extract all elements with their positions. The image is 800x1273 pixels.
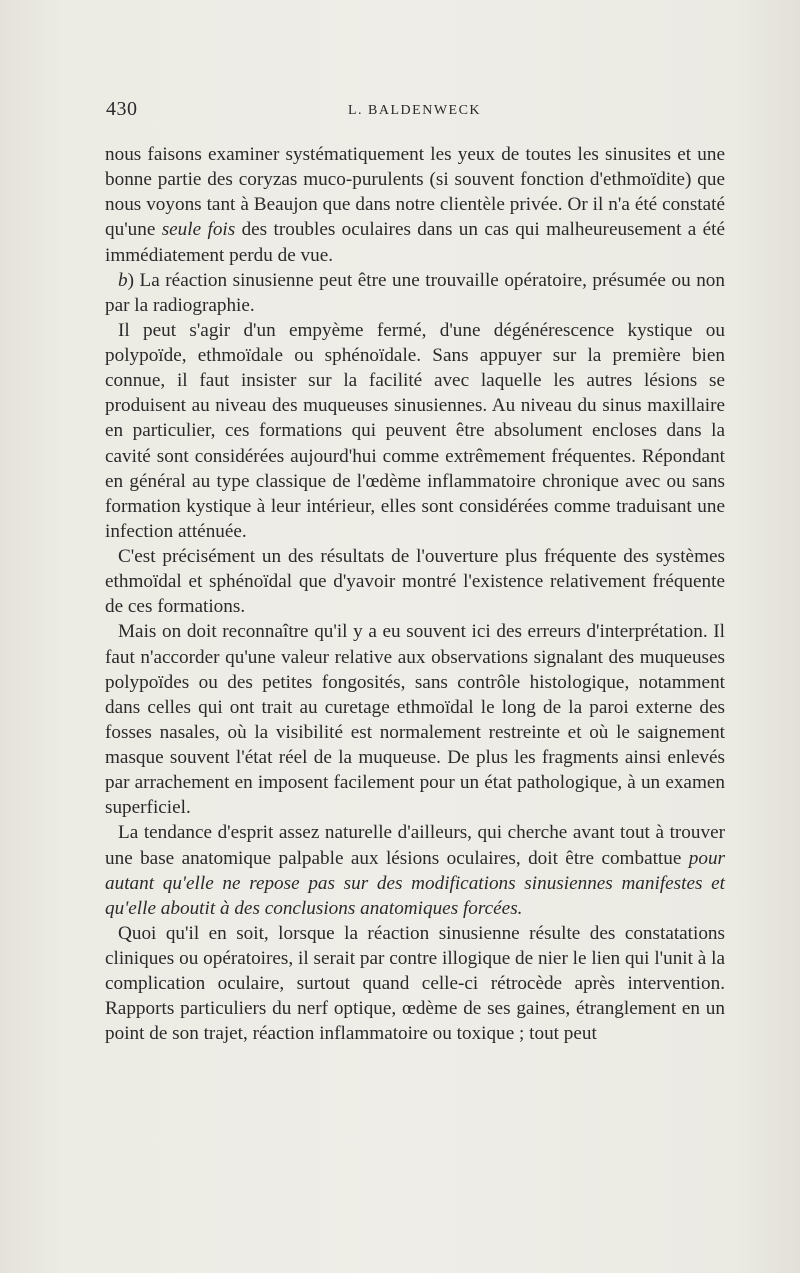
italic-run: seule fois: [161, 219, 236, 241]
page-number: 430: [106, 98, 138, 120]
italic-run: b: [118, 269, 128, 291]
italic-run: pour autant qu'elle ne repose pas sur des modifications sinusiennes manifestes et qu'elle aboutit à des conclusions anatomiques forcées.: [105, 847, 725, 919]
text-run: Il peut s'agir d'un empyème fermé, d'une dégénérescence kystique ou polypoïde, ethmoïdale ou sphénoïdale. Sans appuyer sur la première bien connue, il faut insister sur la facilité avec laquelle les autres lésions se produisent au niveau des muqueuses sinusiennes. Au niveau du sinus maxillaire en particulier, ces formations qui peuvent être absolument encloses dans la cavité sont considérées aujourd'hui comme extrêmement fréquentes. Répondant en général au type classique de l'œdème inflammatoire chronique avec ou sans formation kystique à leur intérieur, elles sont considérées comme traduisant une infection atténuée.: [105, 319, 725, 542]
paragraph: [105, 318, 725, 544]
body-text: [105, 142, 725, 1047]
text-run: C'est précisément un des résultats de l'ouverture plus fréquente des systèmes ethmoïdal et sphénoïdal que d'yavoir montré l'existence relativement fréquente de ces formations.: [105, 546, 725, 618]
page-header: [106, 98, 724, 122]
text-run: nous faisons examiner systématiquement les yeux de toutes les sinusites et une bonne partie des coryzas muco-purulents (si souvent fonction d'ethmoïdite) que nous voyons tant à Beaujon que dans notre clientèle privée. Or il n'a été constaté qu'une: [105, 144, 725, 241]
text-run: La tendance d'esprit assez naturelle d'ailleurs, qui cherche avant tout à trouver une base anatomique palpable aux lésions oculaires, doit être combattue: [105, 822, 725, 869]
paragraph: [105, 820, 725, 921]
text-run: ) La réaction sinusienne peut être une trouvaille opératoire, présumée ou non par la radiographie.: [105, 269, 725, 316]
paragraph: [105, 142, 725, 268]
paragraph: [105, 921, 725, 1047]
text-run: Quoi qu'il en soit, lorsque la réaction sinusienne résulte des constatations cliniques ou opératoires, il serait par contre illogique de nier le lien qui l'unit à la complication oculaire, surtout quand celle-ci rétrocède après intervention. Rapports particuliers du nerf optique, œdème de ses gaines, étranglement en un point de son trajet, réaction inflammatoire ou toxique ; tout peut: [105, 922, 725, 1045]
paragraph: [105, 268, 725, 318]
paragraph: [105, 619, 725, 820]
paragraph: [105, 544, 725, 619]
running-head: L. BALDENWECK: [348, 103, 482, 118]
text-run: Mais on doit reconnaître qu'il y a eu souvent ici des erreurs d'interprétation. Il faut n'accorder qu'une valeur relative aux observations signalant des muqueuses polypoïdes ou des petites fongosités, sans contrôle histologique, notamment dans celles qui ont trait au curetage ethmoïdal le long de la paroi externe des fosses nasales, où la visibilité est normalement restreinte et où le saignement masque souvent l'état réel de la muqueuse. De plus les fragments ainsi enlevés par arrachement en imposent facilement pour un état pathologique, à un examen superficiel.: [105, 621, 725, 819]
text-run: des troubles oculaires dans un cas qui malheureusement a été immédiatement perdu de vue.: [105, 219, 725, 266]
